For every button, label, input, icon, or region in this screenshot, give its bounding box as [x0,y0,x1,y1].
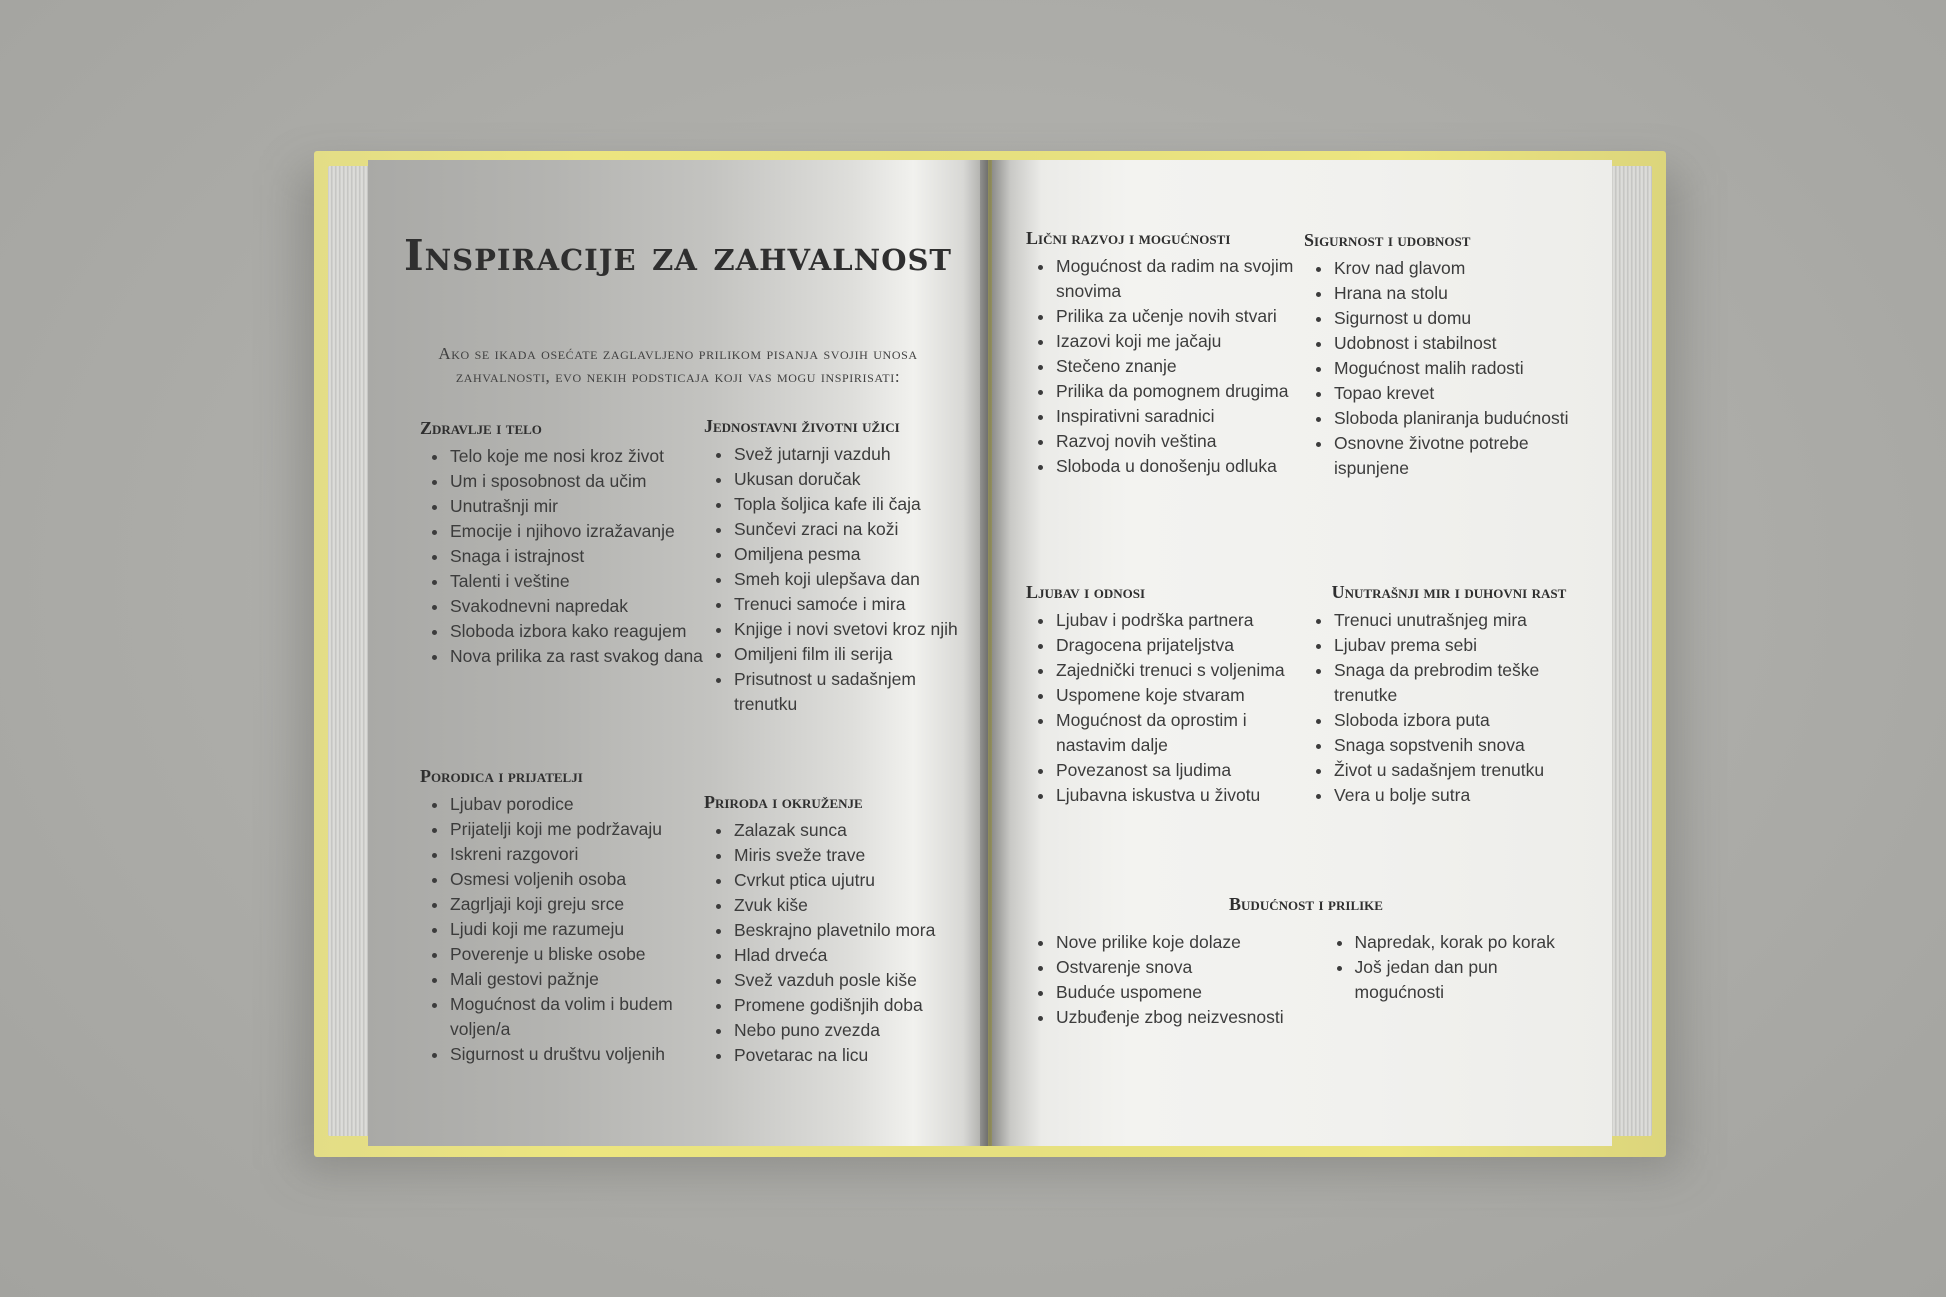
list-item: Povezanost sa ljudima [1056,758,1316,783]
section-health [420,416,710,669]
list-item: Um i sposobnost da učim [450,469,710,494]
list-item: Prilika za učenje novih stvari [1056,304,1316,329]
section-heading: Budućnost i prilike [1229,894,1383,914]
list-item: Zajednički trenuci s voljenima [1056,658,1316,683]
list-item: Mali gestovi pažnje [450,967,710,992]
list-item: Povetarac na licu [734,1043,974,1068]
list-item: Prijatelji koji me podržavaju [450,817,710,842]
list-item: Snaga da prebrodim teške trenutke [1334,658,1594,708]
section-heading: Sigurnost i udobnost [1304,230,1471,250]
list-item: Udobnost i stabilnost [1334,331,1594,356]
list-item: Snaga i istrajnost [450,544,710,569]
list-item: Zagrljaji koji greju srce [450,892,710,917]
list-item: Vera u bolje sutra [1334,783,1594,808]
list-item: Buduće uspomene [1056,980,1325,1005]
section-heading: Zdravlje i telo [420,418,542,438]
list-item: Smeh koji ulepšava dan [734,567,974,592]
list-item: Sloboda izbora puta [1334,708,1594,733]
list-item: Snaga sopstvenih snova [1334,733,1594,758]
list-item: Nebo puno zvezda [734,1018,974,1043]
section-security [1304,228,1594,481]
list-item: Iskreni razgovori [450,842,710,867]
list-item: Ljubav porodice [450,792,710,817]
intro-text: Ako se ikada osećate zaglavljeno prilikom pisanja svojih unosa zahvalnosti, evo nekih podsticaja koji vas mogu inspirisati: [438,344,918,386]
page-title: Inspiracije za zahvalnost [404,231,952,280]
item-list [704,442,974,717]
section-inner-peace [1304,580,1594,808]
section-heading: Jednostavni životni užici [704,416,900,436]
section-personal-growth [1026,226,1316,479]
list-item: Knjige i novi svetovi kroz njih [734,617,974,642]
list-item: Inspirativni saradnici [1056,404,1316,429]
page-edges-right [1612,166,1652,1136]
list-item: Topla šoljica kafe ili čaja [734,492,974,517]
item-list [420,792,710,1067]
item-list [1304,256,1594,481]
list-item: Prilika da pomognem drugima [1056,379,1316,404]
section-heading: Lični razvoj i mogućnosti [1026,228,1231,248]
list-item: Poverenje u bliske osobe [450,942,710,967]
list-item: Svež jutarnji vazduh [734,442,974,467]
item-list [420,444,710,669]
list-item: Telo koje me nosi kroz život [450,444,710,469]
list-item: Još jedan dan pun mogućnosti [1355,955,1586,1005]
list-item: Trenuci unutrašnjeg mira [1334,608,1594,633]
list-item: Prisutnost u sadašnjem trenutku [734,667,974,717]
list-item: Sloboda u donošenju odluka [1056,454,1316,479]
item-list [1026,608,1316,808]
list-item: Emocije i njihovo izražavanje [450,519,710,544]
list-item: Beskrajno plavetnilo mora [734,918,974,943]
list-item: Osnovne životne potrebe ispunjene [1334,431,1594,481]
list-item: Trenuci samoće i mira [734,592,974,617]
list-item: Krov nad glavom [1334,256,1594,281]
list-item: Uspomene koje stvaram [1056,683,1316,708]
list-item: Napredak, korak po korak [1355,930,1586,955]
list-item: Topao krevet [1334,381,1594,406]
section-heading: Priroda i okruženje [704,792,863,812]
list-item: Razvoj novih veština [1056,429,1316,454]
list-item: Sunčevi zraci na koži [734,517,974,542]
section-love [1026,580,1316,808]
list-item: Sigurnost u društvu voljenih [450,1042,710,1067]
list-item: Mogućnost malih radosti [1334,356,1594,381]
item-list [1026,930,1325,1030]
list-item: Cvrkut ptica ujutru [734,868,974,893]
section-family [420,764,710,1067]
list-item: Omiljena pesma [734,542,974,567]
list-item: Ljudi koji me razumeju [450,917,710,942]
list-item: Izazovi koji me jačaju [1056,329,1316,354]
list-item: Talenti i veštine [450,569,710,594]
list-item: Nove prilike koje dolaze [1056,930,1325,955]
section-nature [704,790,974,1068]
list-item: Ukusan doručak [734,467,974,492]
list-item: Promene godišnjih doba [734,993,974,1018]
list-item: Sloboda planiranja budućnosti [1334,406,1594,431]
list-item: Mogućnost da radim na svojim snovima [1056,254,1316,304]
section-future [1026,892,1586,1030]
list-item: Dragocena prijateljstva [1056,633,1316,658]
list-item: Ljubav i podrška partnera [1056,608,1316,633]
list-item: Osmesi voljenih osoba [450,867,710,892]
section-simple-pleasures [704,414,974,717]
left-page [368,160,988,1146]
section-heading: Ljubav i odnosi [1026,582,1146,602]
list-item: Svež vazduh posle kiše [734,968,974,993]
list-item: Mogućnost da volim i budem voljen/a [450,992,710,1042]
list-item: Sloboda izbora kako reagujem [450,619,710,644]
list-item: Ostvarenje snova [1056,955,1325,980]
right-page [992,160,1612,1146]
list-item: Hrana na stolu [1334,281,1594,306]
list-item: Sigurnost u domu [1334,306,1594,331]
list-item: Život u sadašnjem trenutku [1334,758,1594,783]
list-item: Svakodnevni napredak [450,594,710,619]
list-item: Miris sveže trave [734,843,974,868]
section-heading: Unutrašnji mir i duhovni rast [1331,582,1567,602]
item-list [704,818,974,1068]
future-columns [1026,930,1586,1030]
list-item: Ljubav prema sebi [1334,633,1594,658]
section-heading: Porodica i prijatelji [420,766,583,786]
list-item: Mogućnost da oprostim i nastavim dalje [1056,708,1316,758]
page-edges-left [328,166,368,1136]
list-item: Nova prilika za rast svakog dana [450,644,710,669]
list-item: Uzbuđenje zbog neizvesnosti [1056,1005,1325,1030]
item-list [1325,930,1586,1030]
list-item: Stečeno znanje [1056,354,1316,379]
list-item: Ljubavna iskustva u životu [1056,783,1316,808]
item-list [1304,608,1594,808]
list-item: Unutrašnji mir [450,494,710,519]
list-item: Hlad drveća [734,943,974,968]
item-list [1026,254,1316,479]
list-item: Omiljeni film ili serija [734,642,974,667]
list-item: Zalazak sunca [734,818,974,843]
list-item: Zvuk kiše [734,893,974,918]
